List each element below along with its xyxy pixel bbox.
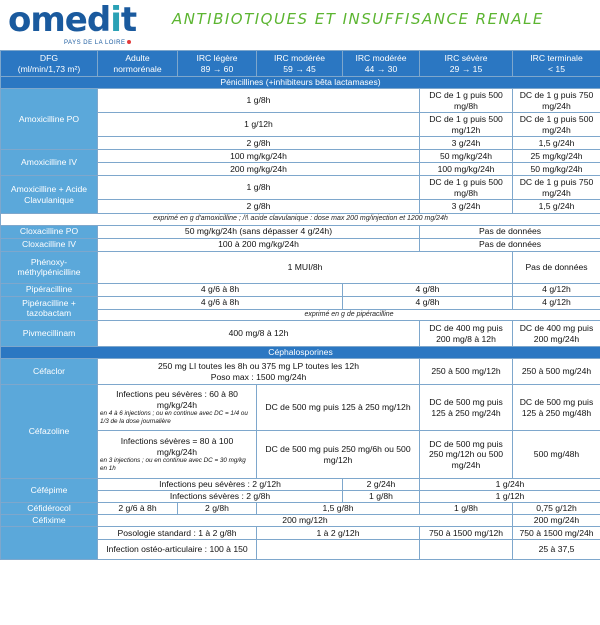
- dose-cell: Infections sévères = 80 à 100 mg/kg/24h en 3 injections ; ou en continue avec DC = 30 mg/kg en 1h: [98, 431, 257, 479]
- dose-cell: DC de 1 g puis 500 mg/12h: [420, 113, 513, 137]
- dose-cell: Pas de données: [420, 238, 600, 251]
- dose-cell: Infections peu sévères : 2 g/12h: [98, 479, 343, 491]
- header-irc-moderee-1: IRC modérée 59 → 45: [257, 51, 343, 77]
- dose-cell: 200 mg/12h: [98, 515, 513, 527]
- table-row: [1, 527, 600, 540]
- drug-cefepime: Céfépime: [1, 479, 98, 503]
- dose-cell: DC de 500 mg puis 125 à 250 mg/48h: [513, 385, 600, 431]
- section-cephalosporines: Céphalosporines: [1, 347, 600, 359]
- table-row: [1, 176, 600, 200]
- table-row: [1, 251, 600, 283]
- dose-cell: DC de 500 mg puis 125 à 250 mg/12h: [257, 385, 420, 431]
- table-row: [1, 214, 600, 226]
- page-title: ANTIBIOTIQUES ET INSUFFISANCE RENALE: [172, 10, 544, 28]
- dose-cell: 1 g/8h: [98, 89, 420, 113]
- dose-cell: DC de 1 g puis 750 mg/24h: [513, 176, 600, 200]
- dose-cell: 25 à 37,5: [513, 540, 600, 560]
- dose-cell: 25 mg/kg/24h: [513, 150, 600, 163]
- header-irc-legere: IRC légère 89 → 60: [178, 51, 257, 77]
- header: [0, 0, 600, 50]
- dose-cell: 3 g/24h: [420, 137, 513, 150]
- dose-cell: 2 g/24h: [343, 479, 420, 491]
- drug-phenoxymethylpenicilline: Phénoxy-méthylpénicilline: [1, 251, 98, 283]
- drug-piperacilline: Pipéracilline: [1, 283, 98, 296]
- dose-cell: 1 g/12h: [98, 113, 420, 137]
- dose-cell: 4 g/8h: [343, 296, 513, 309]
- dose-cell: [257, 540, 420, 560]
- drug-pivmecillinam: Pivmecillinam: [1, 321, 98, 347]
- dose-cell: 2 g/8h: [178, 503, 257, 515]
- dose-cell: 2 g/8h: [98, 137, 420, 150]
- dose-cell: 250 à 500 mg/24h: [513, 359, 600, 385]
- table-header-row: [1, 51, 600, 77]
- dose-cell: 2 g/8h: [98, 200, 420, 214]
- drug-cefixime: Céfixime: [1, 515, 98, 527]
- dose-cell: DC de 500 mg puis 250 mg/12h ou 500 mg/24h: [420, 431, 513, 479]
- section-penicillines: Pénicillines (+inhibiteurs bêta lactamases): [1, 77, 600, 89]
- dose-cell: 400 mg/8 à 12h: [98, 321, 420, 347]
- header-irc-terminale: IRC terminale < 15: [513, 51, 600, 77]
- table-row: [1, 225, 600, 238]
- dose-cell: 50 mg/kg/24h (sans dépasser 4 g/24h): [98, 225, 420, 238]
- dose-cell: 1,5 g/24h: [513, 200, 600, 214]
- dose-cell: Infection ostéo-articulaire : 100 à 150: [98, 540, 257, 560]
- dose-cell: 2 g/6 à 8h: [98, 503, 178, 515]
- table-row: [1, 89, 600, 113]
- drug-amoxicilline-po: Amoxicilline PO: [1, 89, 98, 150]
- dose-cell: Pas de données: [420, 225, 600, 238]
- table-row: [1, 296, 600, 309]
- dose-cell: 250 à 500 mg/12h: [420, 359, 513, 385]
- dose-cell: 1,5 g/8h: [257, 503, 420, 515]
- dose-cell: DC de 500 mg puis 125 à 250 mg/24h: [420, 385, 513, 431]
- table-row: [1, 283, 600, 296]
- drug-cloxacilline-po: Cloxacilline PO: [1, 225, 98, 238]
- dose-cell: 1 g/8h: [420, 503, 513, 515]
- dose-cell: 100 à 200 mg/kg/24h: [98, 238, 420, 251]
- logo-text-a: omed: [8, 0, 111, 40]
- header-adulte: Adulte normorénale: [98, 51, 178, 77]
- dose-cell: 50 mg/kg/24h: [513, 163, 600, 176]
- dose-cell: 750 à 1500 mg/12h: [420, 527, 513, 540]
- drug-cloxacilline-iv: Cloxacilline IV: [1, 238, 98, 251]
- dosage-table: [0, 50, 600, 560]
- dose-cell: 4 g/8h: [343, 283, 513, 296]
- dose-cell: 3 g/24h: [420, 200, 513, 214]
- drug-amoxicilline-clavulanique: Amoxicilline + Acide Clavulanique: [1, 176, 98, 214]
- dose-cell: DC de 1 g puis 500 mg/8h: [420, 89, 513, 113]
- logo-text-i: i: [110, 0, 121, 40]
- table-row: [1, 515, 600, 527]
- brand-subtitle: [64, 40, 131, 46]
- table-row: [1, 359, 600, 385]
- drug-cefazoline: Céfazoline: [1, 385, 98, 479]
- dose-cell: 1 g/24h: [420, 479, 600, 491]
- drug-amoxicilline-iv: Amoxicilline IV: [1, 150, 98, 176]
- drug-cut-off: [1, 527, 98, 560]
- drug-cefaclor: Céfaclor: [1, 359, 98, 385]
- table-row: [1, 479, 600, 491]
- note-cell: exprimé en g de pipéracilline: [98, 309, 600, 321]
- dose-cell: 1 à 2 g/12h: [257, 527, 420, 540]
- dose-cell: 100 mg/kg/24h: [420, 163, 513, 176]
- dose-cell: 750 à 1500 mg/24h: [513, 527, 600, 540]
- dose-cell: 1 g/8h: [343, 491, 420, 503]
- dose-cell: DC de 400 mg puis 200 mg/24h: [513, 321, 600, 347]
- dose-cell: 4 g/12h: [513, 296, 600, 309]
- dose-cell: DC de 1 g puis 500 mg/24h: [513, 113, 600, 137]
- header-irc-moderee-2: IRC modérée 44 → 30: [343, 51, 420, 77]
- dose-cell: DC de 1 g puis 750 mg/24h: [513, 89, 600, 113]
- dose-cell: 200 mg/24h: [513, 515, 600, 527]
- dose-cell: 1 g/8h: [98, 176, 420, 200]
- section-row: [1, 77, 600, 89]
- dose-cell: [420, 540, 513, 560]
- dose-cell: 500 mg/48h: [513, 431, 600, 479]
- dose-cell: 1,5 g/24h: [513, 137, 600, 150]
- dose-cell: 1 MUI/8h: [98, 251, 513, 283]
- table-row: [1, 385, 600, 431]
- dose-cell: 100 mg/kg/24h: [98, 150, 420, 163]
- dose-cell: 4 g/6 à 8h: [98, 296, 343, 309]
- dose-cell: 0,75 g/12h: [513, 503, 600, 515]
- dose-cell: DC de 400 mg puis 200 mg/8 à 12h: [420, 321, 513, 347]
- table-row: [1, 150, 600, 163]
- brand-logo: [8, 0, 136, 40]
- logo-text-b: t: [120, 0, 137, 40]
- dose-cell: 4 g/12h: [513, 283, 600, 296]
- table-row: [1, 321, 600, 347]
- dose-cell: 50 mg/kg/24h: [420, 150, 513, 163]
- dose-cell: DC de 1 g puis 500 mg/8h: [420, 176, 513, 200]
- header-irc-severe: IRC sévère 29 → 15: [420, 51, 513, 77]
- red-dot-icon: [127, 40, 131, 44]
- brand-subtitle-text: PAYS DE LA LOIRE: [64, 40, 126, 46]
- drug-cefiderocol: Céfidérocol: [1, 503, 98, 515]
- dose-cell: 4 g/6 à 8h: [98, 283, 343, 296]
- section-row: [1, 347, 600, 359]
- table-row: [1, 503, 600, 515]
- dose-cell: Posologie standard : 1 à 2 g/8h: [98, 527, 257, 540]
- table-row: [1, 238, 600, 251]
- dose-cell: DC de 500 mg puis 250 mg/6h ou 500 mg/12h: [257, 431, 420, 479]
- note-cell: exprimé en g d'amoxicilline ; /!\ acide clavulanique : dose max 200 mg/injection et 1200 mg/24h: [1, 214, 600, 226]
- drug-piperacilline-tazobactam: Pipéracilline + tazobactam: [1, 296, 98, 321]
- dose-cell: Infections peu sévères : 60 à 80 mg/kg/24h en 4 à 6 injections ; ou en continue avec DC = 1/4 ou 1/3 de la dose journalière: [98, 385, 257, 431]
- dose-cell: Pas de données: [513, 251, 600, 283]
- dose-cell: 200 mg/kg/24h: [98, 163, 420, 176]
- header-dfg: DFG (ml/min/1,73 m²): [1, 51, 98, 77]
- dose-cell: 250 mg LI toutes les 8h ou 375 mg LP toutes les 12h Poso max : 1500 mg/24h: [98, 359, 420, 385]
- dose-cell: 1 g/12h: [420, 491, 600, 503]
- dose-cell: Infections sévères : 2 g/8h: [98, 491, 343, 503]
